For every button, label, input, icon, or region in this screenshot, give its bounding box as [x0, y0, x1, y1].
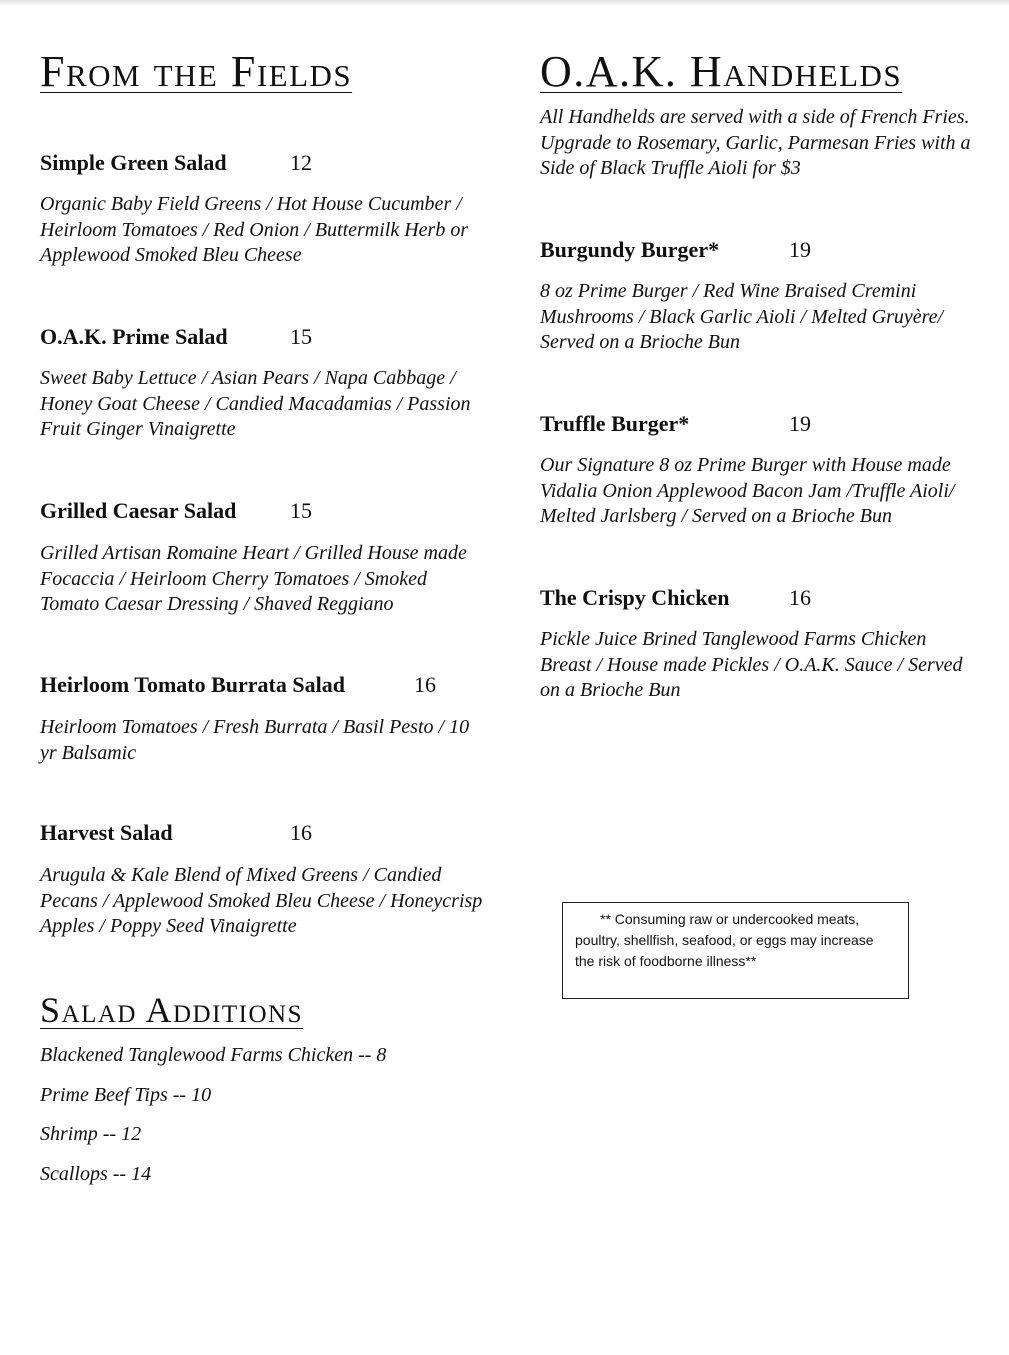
item-description: 8 oz Prime Burger / Red Wine Braised Cremini Mushrooms / Black Garlic Aioli / Melted Gruyère/ Served on a Brioche Bun — [540, 280, 944, 353]
addition-item: Prime Beef Tips -- 10 — [40, 1084, 212, 1106]
item-price: 15 — [290, 324, 312, 349]
addition-item: Blackened Tanglewood Farms Chicken -- 8 — [40, 1044, 387, 1066]
item-description: Pickle Juice Brined Tanglewood Farms Chicken Breast / House made Pickles / O.A.K. Sauce / Served on a Brioche Bun — [540, 628, 963, 701]
item-name: Burgundy Burger* — [540, 237, 720, 262]
item-name: Harvest Salad — [40, 820, 173, 845]
item-price: 16 — [789, 585, 811, 610]
item-price: 16 — [414, 672, 436, 697]
handhelds-intro: All Handhelds are served with a side of French Fries. Upgrade to Rosemary, Garlic, Parmesan Fries with a Side of Black Truffle Aioli for $3 — [540, 106, 971, 179]
item-price: 16 — [290, 820, 312, 845]
item-name: O.A.K. Prime Salad — [40, 324, 228, 349]
item-description: Arugula & Kale Blend of Mixed Greens / Candied Pecans / Applewood Smoked Bleu Cheese / Honeycrisp Apples / Poppy Seed Vinaigrette — [40, 864, 483, 937]
item-name: Simple Green Salad — [40, 150, 227, 175]
page-top-shadow — [0, 0, 1009, 6]
item-price: 15 — [290, 498, 312, 523]
item-price: 19 — [789, 411, 811, 436]
addition-item: Scallops -- 14 — [40, 1163, 152, 1185]
item-description: Organic Baby Field Greens / Hot House Cucumber / Heirloom Tomatoes / Red Onion / Buttermilk Herb or Applewood Smoked Bleu Cheese — [40, 193, 469, 266]
item-description: Grilled Artisan Romaine Heart / Grilled House made Focaccia / Heirloom Cherry Tomatoes / Smoked Tomato Caesar Dressing / Shaved Reggiano — [40, 542, 467, 615]
addition-item: Shrimp -- 12 — [40, 1123, 142, 1145]
foodborne-illness-notice — [562, 902, 909, 999]
item-name: Grilled Caesar Salad — [40, 498, 237, 523]
item-name: The Crispy Chicken — [540, 585, 730, 610]
item-price: 19 — [789, 237, 811, 262]
fields-section-title: From the Fields — [40, 47, 353, 96]
item-name: Heirloom Tomato Burrata Salad — [40, 672, 345, 697]
additions-section-title: Salad Additions — [40, 990, 304, 1030]
handhelds-section-title: O.A.K. Handhelds — [540, 47, 903, 96]
item-description: Our Signature 8 oz Prime Burger with House made Vidalia Onion Applewood Bacon Jam /Truffle Aioli/ Melted Jarlsberg / Served on a Brioche Bun — [540, 454, 955, 527]
item-description: Heirloom Tomatoes / Fresh Burrata / Basil Pesto / 10 yr Balsamic — [40, 716, 470, 764]
item-price: 12 — [290, 150, 312, 175]
item-name: Truffle Burger* — [540, 411, 690, 436]
notice-text: ** Consuming raw or undercooked meats, poultry, shellfish, seafood, or eggs may increase the risk of foodborne illness** — [575, 911, 874, 969]
item-description: Sweet Baby Lettuce / Asian Pears / Napa Cabbage / Honey Goat Cheese / Candied Macadamias / Passion Fruit Ginger Vinaigrette — [40, 367, 471, 440]
